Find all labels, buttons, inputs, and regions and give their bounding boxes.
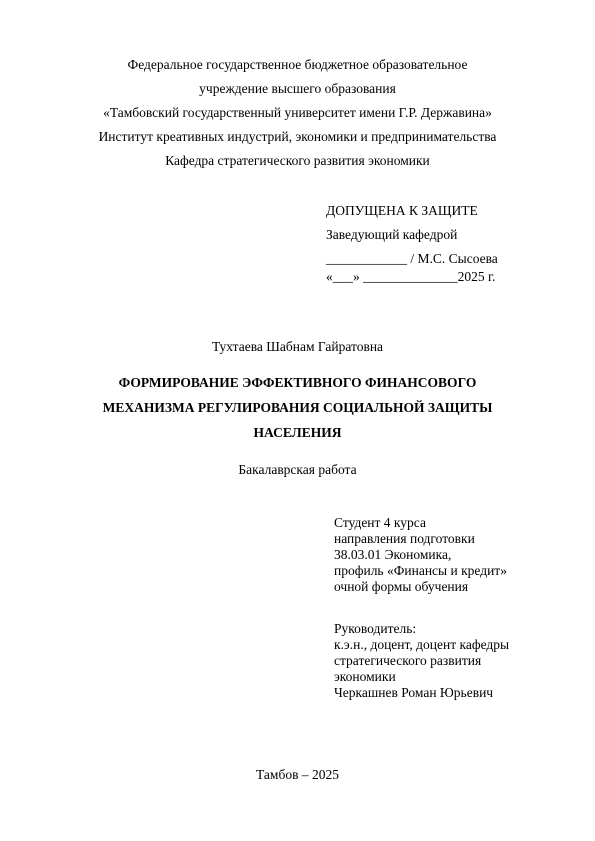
student-info-line-4: профиль «Финансы и кредит» (334, 563, 507, 578)
institute-name: Институт креативных индустрий, экономики и предпринимательства (98, 129, 497, 144)
student-info-line-2: направления подготовки (334, 531, 475, 546)
city-year: Тамбов – 2025 (256, 767, 339, 782)
supervisor-department-line-1: стратегического развития (334, 653, 482, 668)
approval-position: Заведующий кафедрой (326, 227, 458, 242)
supervisor-degree: к.э.н., доцент, доцент кафедры (334, 637, 510, 652)
supervisor-department-line-2: экономики (334, 669, 396, 684)
student-info-line-1: Студент 4 курса (334, 515, 426, 530)
student-info-line-5: очной формы обучения (334, 579, 469, 594)
student-info-line-3: 38.03.01 Экономика, (334, 547, 452, 562)
approval-signature-line: ____________ / М.С. Сысоева (326, 251, 498, 266)
university-header-line-2: учреждение высшего образования (199, 81, 396, 96)
approval-date-line: «___» ______________2025 г. (326, 269, 496, 284)
thesis-title-line-1: ФОРМИРОВАНИЕ ЭФФЕКТИВНОГО ФИНАНСОВОГО (118, 375, 477, 390)
thesis-title-line-2: МЕХАНИЗМА РЕГУЛИРОВАНИЯ СОЦИАЛЬНОЙ ЗАЩИТЫ (102, 400, 493, 415)
university-header-line-1: Федеральное государственное бюджетное образовательное (127, 57, 468, 72)
university-name: «Тамбовский государственный университет имени Г.Р. Державина» (103, 105, 492, 120)
supervisor-label: Руководитель: (334, 621, 417, 636)
thesis-title-line-3: НАСЕЛЕНИЯ (253, 425, 342, 440)
department-name: Кафедра стратегического развития экономики (165, 153, 430, 168)
author-name: Тухтаева Шабнам Гайратовна (211, 339, 384, 354)
work-type: Бакалаврская работа (238, 462, 357, 477)
approval-title: ДОПУЩЕНА К ЗАЩИТЕ (326, 203, 478, 218)
supervisor-name: Черкашнев Роман Юрьевич (334, 685, 494, 700)
